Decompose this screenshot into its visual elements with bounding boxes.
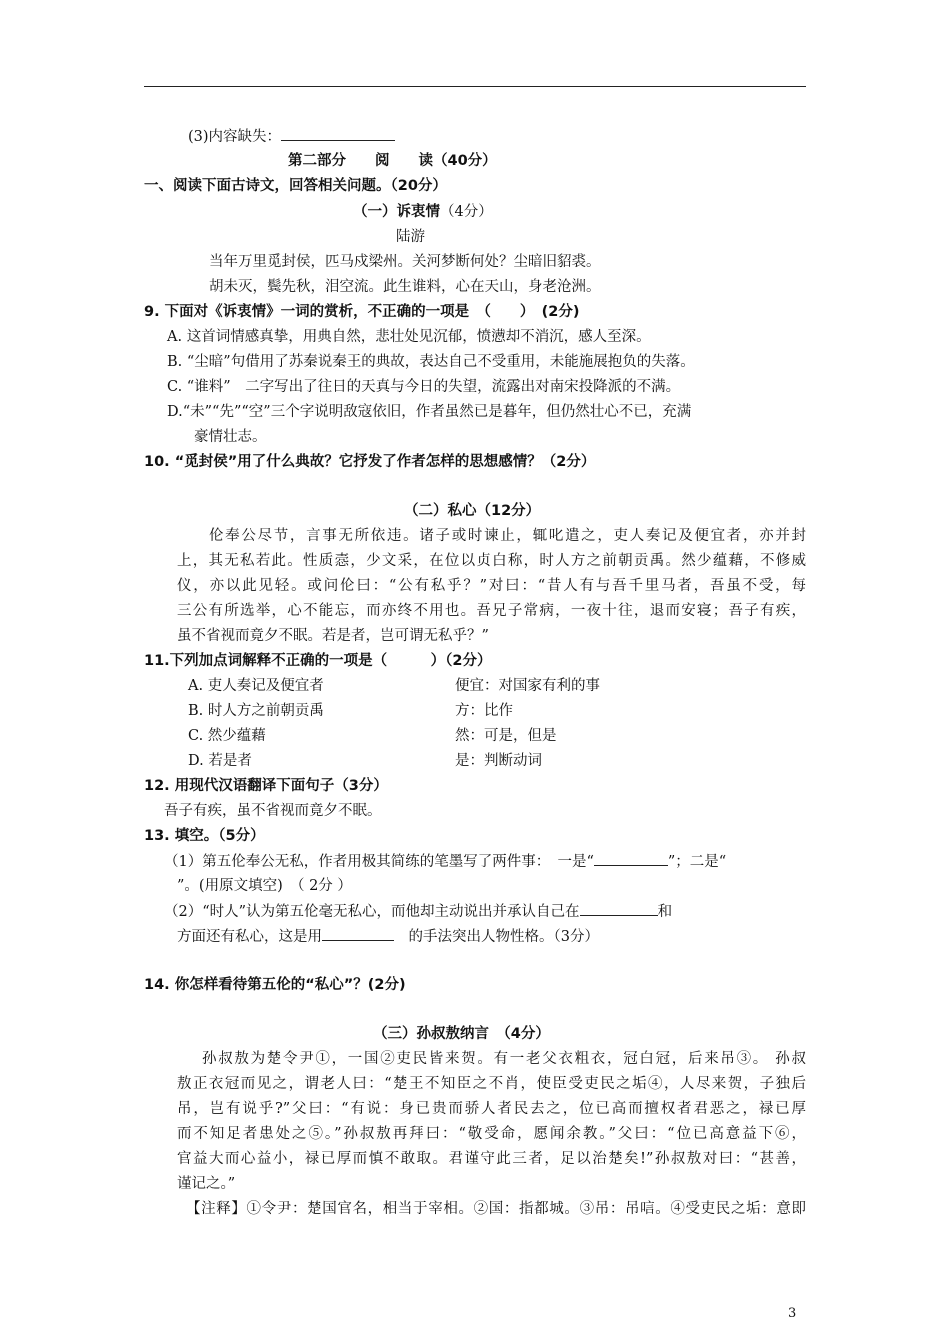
- question-13-line-3-text: （2）“时人”认为第五伦毫无私心，而他却主动说出并承认自己在: [164, 904, 580, 920]
- passage-3-line-2: 敖正衣冠而见之，谓老人曰：“楚王不知臣之不肖，使臣受吏民之垢④，人尽来贺，子独后: [177, 1076, 806, 1092]
- question-11-option-a: A. 吏人奏记及便宜者: [188, 678, 324, 694]
- section-2-title: （二）私心（12分）: [404, 503, 541, 519]
- question-12-stem: 12. 用现代汉语翻译下面句子（3分）: [144, 778, 388, 794]
- poem-title: [353, 202, 493, 222]
- section-1-title: 一、阅读下面古诗文，回答相关问题。（20分）: [144, 178, 447, 194]
- page-number: 3: [788, 1306, 797, 1321]
- question-11-gloss-a: 便宜：对国家有利的事: [455, 678, 600, 694]
- question-13-line-1-end: ”；二是“: [667, 854, 727, 870]
- question-13-line-4: [177, 926, 599, 947]
- question-11-gloss-d: 是：判断动词: [455, 753, 542, 769]
- question-13-line-1: [164, 851, 726, 872]
- passage-2-line-5: 虽不省视而竟夕不眠。若是者，岂可谓无私乎？”: [177, 628, 489, 644]
- question-11-gloss-c: 然：可是，但是: [455, 728, 557, 744]
- question-9-option-d-cont: 豪情壮志。: [194, 429, 267, 445]
- question-14: 14. 你怎样看待第五伦的“私心”？(2分): [144, 977, 406, 993]
- passage-3-line-6: 谨记之。”: [177, 1176, 236, 1192]
- question-11-stem: 11.下列加点词解释不正确的一项是（ ）（2分）: [144, 653, 492, 669]
- poem-author: 陆游: [396, 229, 425, 245]
- passage-3-line-5: 官益大而心益小，禄已厚而慎不敢取。君谨守此三者，足以治楚矣!”孙叔敖对曰：“甚善，: [177, 1151, 806, 1167]
- poem-title-score: （4分）: [440, 204, 493, 220]
- question-13-line-2: ”。(用原文填空) （ 2分 ）: [177, 878, 352, 894]
- poem-line-2: 胡未灭，鬓先秋，泪空流。此生谁料，心在天山，身老沧洲。: [209, 279, 601, 295]
- question-9-option-a: A. 这首词情感真挚，用典自然，悲壮处见沉郁，愤懑却不消沉，感人至深。: [167, 329, 651, 345]
- passage-2-line-4: 三公有所选举，心不能忘，而亦终不用也。吾兄子常病，一夜十往，退而安寝；吾子有疾，: [177, 603, 806, 619]
- part-2-title: 第二部分 阅 读（40分）: [288, 153, 497, 169]
- question-11-gloss-b: 方：比作: [455, 703, 513, 719]
- poem-line-1: 当年万里觅封侯，匹马戍梁州。关河梦断何处？尘暗旧貂裘。: [209, 254, 601, 270]
- header-rule: [144, 86, 806, 87]
- question-13-line-3: [164, 901, 672, 922]
- question-9-option-b: B. “尘暗”句借用了苏秦说秦王的典故，表达自己不受重用，未能施展抱负的失落。: [167, 354, 695, 370]
- question-12-sentence: 吾子有疾，虽不省视而竟夕不眠。: [164, 803, 382, 819]
- passage-2-line-1: 伦奉公尽节，言事无所依违。诸子或时谏止，辄叱遣之，吏人奏记及便宜者，亦并封: [209, 528, 806, 544]
- question-13-line-3-end: 和: [657, 904, 673, 920]
- fill-blank-3[interactable]: [322, 926, 394, 941]
- question-13-line-4-end: 的手法突出人物性格。（3分）: [394, 929, 599, 945]
- question-11-option-c: C. 然少蕴藉: [188, 728, 266, 744]
- question-9-option-d: D.“未”“先”“空”三个字说明敌寇依旧，作者虽然已是暮年，但仍然壮心不已，充满: [167, 404, 692, 420]
- annotation-note: 【注释】①令尹：楚国官名，相当于宰相。②国：指都城。③吊：吊唁。④受吏民之垢：意即: [186, 1201, 806, 1217]
- question-13-line-1-text: （1）第五伦奉公无私，作者用极其简练的笔墨写了两件事： 一是“: [164, 854, 594, 870]
- poem-title-text: （一）诉衷情: [353, 204, 440, 220]
- item-3-blank[interactable]: [281, 126, 395, 141]
- question-9-option-c: C. “谁料” 二字写出了往日的天真与今日的失望，流露出对南宋投降派的不满。: [167, 379, 681, 395]
- question-11-option-d: D. 若是者: [188, 753, 252, 769]
- passage-3-line-1: 孙叔敖为楚令尹①，一国②吏民皆来贺。有一老父衣粗衣，冠白冠，后来吊③。 孙叔: [202, 1051, 806, 1067]
- fill-blank-1[interactable]: [594, 851, 668, 866]
- item-3-line: [188, 126, 395, 147]
- question-10: 10. “觅封侯”用了什么典故？它抒发了作者怎样的思想感情？（2分）: [144, 454, 596, 470]
- passage-3-line-4: 而不知足者患处之⑤。”孙叔敖再拜曰：“敬受命，愿闻余教。”父曰：“位已高意益下⑥，: [177, 1126, 806, 1142]
- section-3-title: （三）孙叔敖纳言 （4分）: [373, 1026, 550, 1042]
- passage-2-line-2: 上，其无私若此。性质悫，少文采，在位以贞白称，时人方之前朝贡禹。然少蕴藉，不修威: [177, 553, 806, 569]
- question-13-stem: 13. 填空。（5分）: [144, 828, 265, 844]
- item-3-text: (3)内容缺失：: [188, 129, 282, 145]
- fill-blank-2[interactable]: [580, 901, 658, 916]
- question-13-line-4-text: 方面还有私心，这是用: [177, 929, 322, 945]
- passage-3-line-3: 吊，岂有说乎?”父曰：“有说：身已贵而骄人者民去之，位已高而擅权者君恶之，禄已厚: [177, 1101, 806, 1117]
- question-9-stem: 9. 下面对《诉衷情》一词的赏析，不正确的一项是 （ ） (2分): [144, 304, 580, 320]
- passage-2-line-3: 仪，亦以此见轻。或问伦曰：“公有私乎？”对曰：“昔人有与吾千里马者，吾虽不受，每: [177, 578, 806, 594]
- question-11-option-b: B. 时人方之前朝贡禹: [188, 703, 324, 719]
